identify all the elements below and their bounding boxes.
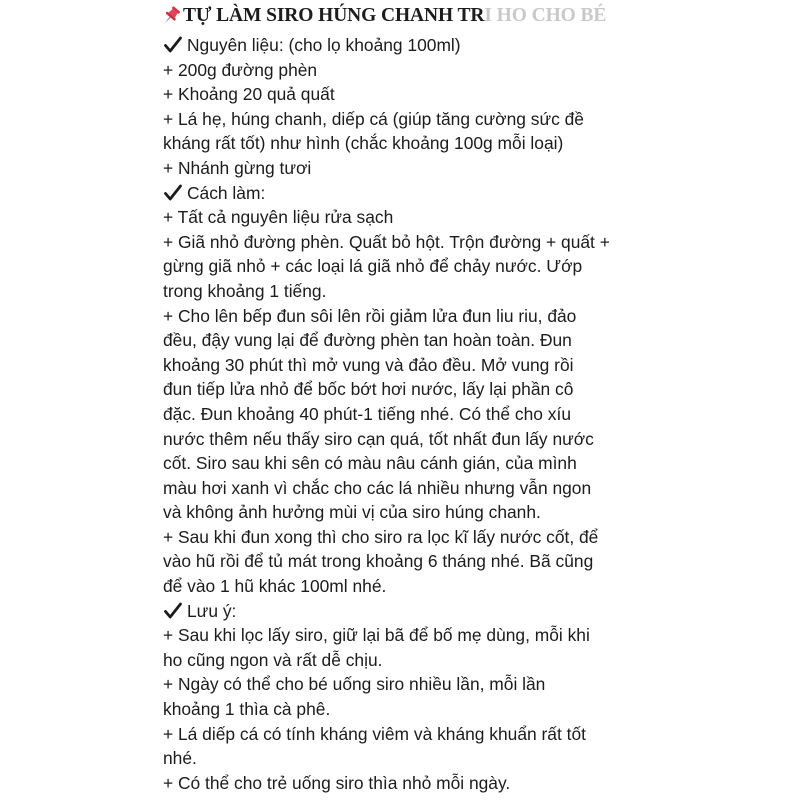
text-line: cốt. Siro sau khi sên có màu nâu cánh gián, của mình (163, 453, 577, 474)
text-line: vào hũ rồi để tủ mát trong khoảng 6 tháng nhé. Bã cũng (163, 551, 594, 572)
text-line: nước thêm nếu thấy siro cạn quá, tốt nhất đun lấy nước (163, 428, 594, 449)
text-line: + 200g đường phèn (163, 59, 318, 80)
text-line: nhé. (163, 748, 197, 769)
text-line: + Khoảng 20 quả quất (163, 84, 335, 105)
title-text: TỰ LÀM SIRO HÚNG CHANH TR (183, 5, 485, 26)
text-line: khoảng 1 thìa cà phê. (163, 699, 331, 720)
text-line: ho cũng ngon và rất dễ chịu. (163, 649, 383, 670)
recipe-body (163, 33, 643, 795)
text-line: + Giã nhỏ đường phèn. Quất bỏ hột. Trộn đường + quất + (163, 231, 610, 252)
text-line: gừng giã nhỏ + các loại lá giã nhỏ để chảy nước. Ướp (163, 256, 583, 277)
pushpin-icon (160, 5, 182, 27)
text-line: kháng rất tốt) như hình (chắc khoảng 100g mỗi loại) (163, 133, 564, 154)
section-heading (163, 181, 643, 206)
text-line: + Sau khi lọc lấy siro, giữ lại bã để bố mẹ dùng, mỗi khi (163, 625, 590, 646)
check-mark-icon (163, 35, 183, 55)
text-line: + Có thể cho trẻ uống siro thìa nhỏ mỗi ngày. (163, 772, 511, 793)
section-heading (163, 599, 643, 624)
text-line: khoảng 30 phút thì mở vung và đảo đều. Mở vung rồi (163, 354, 574, 375)
text-line: + Cho lên bếp đun sôi lên rồi giảm lửa đun liu riu, đảo (163, 305, 577, 326)
text-line: đun tiếp lửa nhỏ để bốc bớt hơi nước, lấy lại phần cô (163, 379, 574, 400)
check-mark-icon (163, 183, 183, 203)
text-line: đặc. Đun khoảng 40 phút-1 tiếng nhé. Có thể cho xíu (163, 403, 572, 424)
text-line: + Sau khi đun xong thì cho siro ra lọc kĩ lấy nước cốt, để (163, 526, 599, 547)
text-line: màu hơi xanh vì chắc cho các lá nhiều nhưng vẫn ngon (163, 477, 592, 498)
check-mark-icon (163, 601, 183, 621)
section-heading-text: Nguyên liệu: (cho lọ khoảng 100ml) (187, 35, 461, 55)
text-line: + Nhánh gừng tươi (163, 157, 312, 178)
text-line: + Lá diếp cá có tính kháng viêm và kháng khuẩn rất tốt (163, 723, 586, 744)
text-line: + Ngày có thể cho bé uống siro nhiều lần, mỗi lần (163, 674, 546, 695)
section-heading-text: Cách làm: (187, 182, 266, 203)
text-line: + Lá hẹ, húng chanh, diếp cá (giúp tăng cường sức đề (163, 108, 584, 129)
section-heading (163, 33, 643, 58)
section-heading-text: Lưu ý: (187, 600, 237, 621)
text-line: và không ảnh hưởng mùi vị của siro húng chanh. (163, 502, 541, 523)
title-text-faded: I HO CHO BÉ (484, 5, 607, 26)
page-title (160, 2, 606, 30)
text-line: + Tất cả nguyên liệu rửa sạch (163, 207, 394, 228)
text-line: để vào 1 hũ khác 100ml nhé. (163, 576, 387, 597)
text-line: trong khoảng 1 tiếng. (163, 280, 327, 301)
text-line: đều, đậy vung lại để đường phèn tan hoàn toàn. Đun (163, 330, 572, 351)
